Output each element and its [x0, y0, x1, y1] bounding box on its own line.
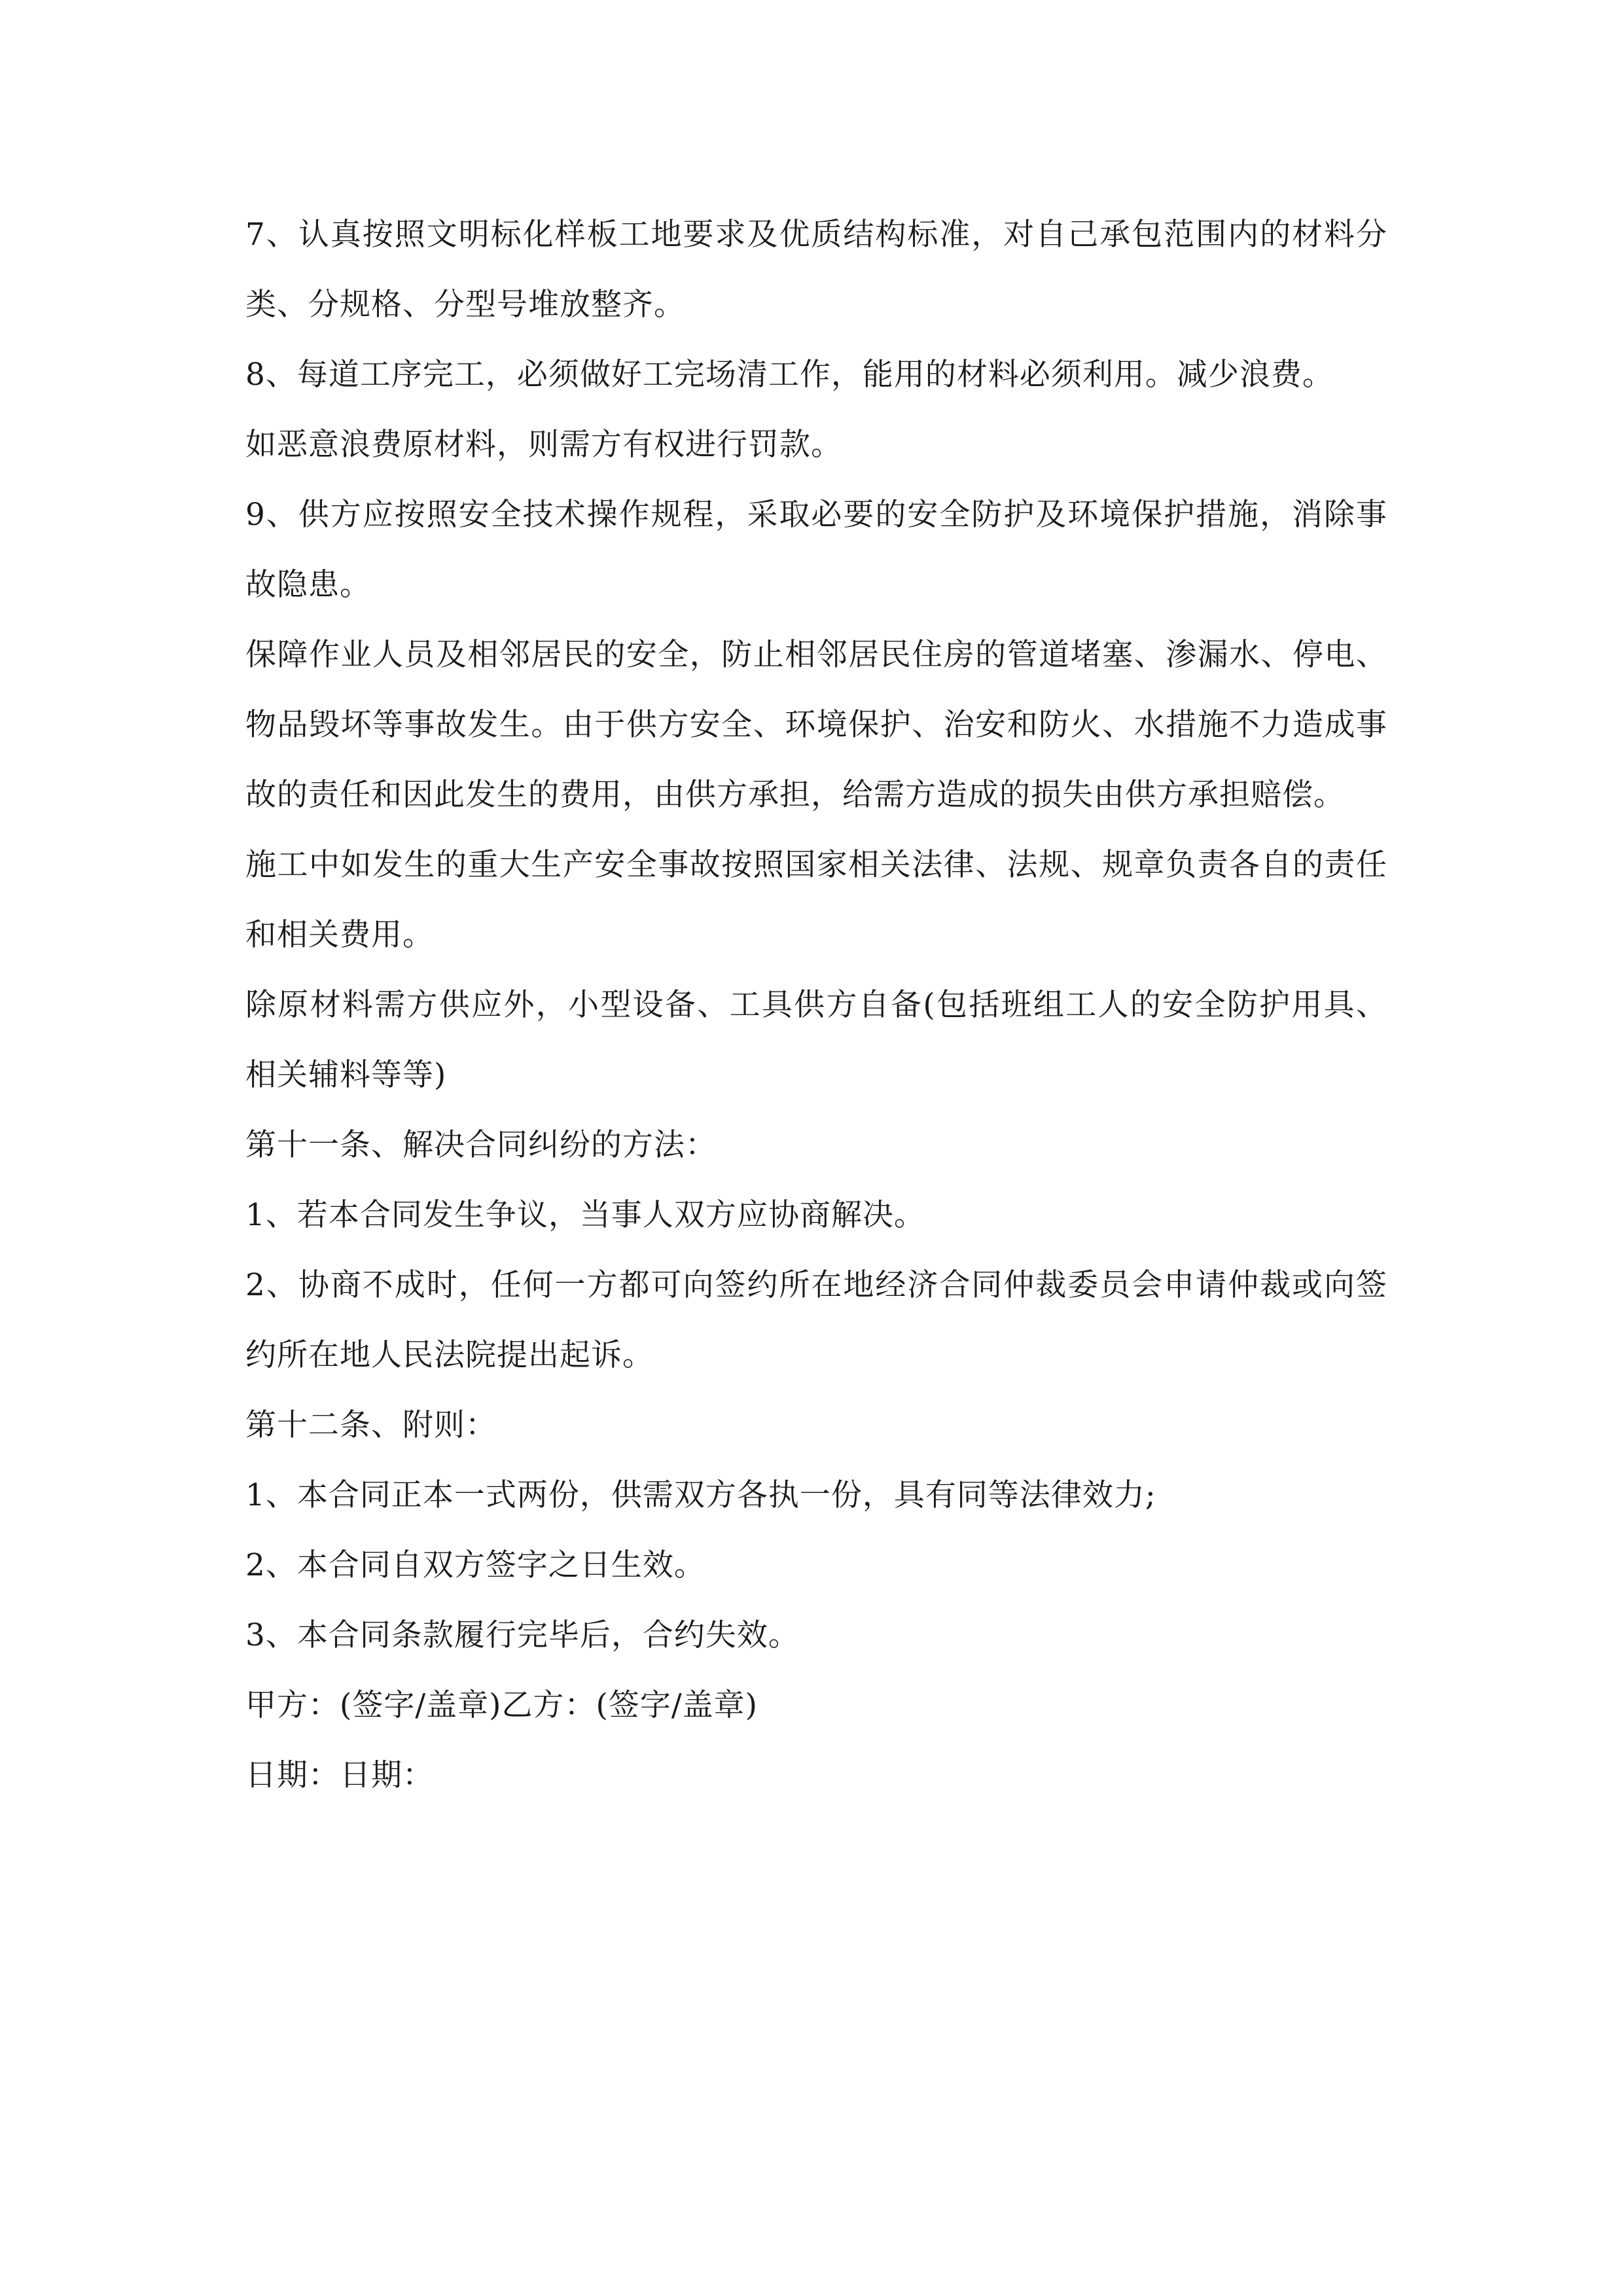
equipment-paragraph: 除原材料需方供应外，小型设备、工具供方自备(包括班组工人的安全防护用具、相关辅料等等)	[245, 987, 1387, 1093]
clause-7: 7、认真按照文明标化样板工地要求及优质结构标准，对自己承包范围内的材料分类、分规格、分型号堆放整齐。	[245, 217, 1387, 323]
accident-liability-paragraph: 施工中如发生的重大生产安全事故按照国家相关法律、法规、规章负责各自的责任和相关费用。	[245, 847, 1387, 953]
document-body	[245, 200, 1387, 1810]
article-12-heading: 第十二条、附则：	[245, 1407, 497, 1443]
article-11-item-2: 2、协商不成时，任何一方都可向签约所在地经济合同仲裁委员会申请仲裁或向签约所在地人民法院提出起诉。	[245, 1267, 1387, 1373]
clause-8-penalty: 如恶意浪费原材料，则需方有权进行罚款。	[245, 427, 842, 463]
clause-9: 9、供方应按照安全技术操作规程，采取必要的安全防护及环境保护措施，消除事故隐患。	[245, 497, 1387, 603]
article-12-item-2: 2、本合同自双方签字之日生效。	[245, 1547, 705, 1583]
safety-paragraph: 保障作业人员及相邻居民的安全，防止相邻居民住房的管道堵塞、渗漏水、停电、物品毁坏等事故发生。由于供方安全、环境保护、治安和防火、水措施不力造成事故的责任和因此发生的费用，由供方承担，给需方造成的损失由供方承担赔偿。	[245, 637, 1387, 813]
date-line: 日期：日期：	[245, 1757, 434, 1793]
signature-line: 甲方：(签字/盖章)乙方：(签字/盖章)	[245, 1687, 758, 1723]
article-11-heading: 第十一条、解决合同纠纷的方法：	[245, 1127, 717, 1163]
article-11-item-1: 1、若本合同发生争议，当事人双方应协商解决。	[245, 1197, 925, 1233]
article-12-item-3: 3、本合同条款履行完毕后，合约失效。	[245, 1617, 800, 1653]
article-12-item-1: 1、本合同正本一式两份，供需双方各执一份，具有同等法律效力;	[245, 1477, 1156, 1513]
clause-8: 8、每道工序完工，必须做好工完场清工作，能用的材料必须利用。减少浪费。	[245, 357, 1334, 393]
